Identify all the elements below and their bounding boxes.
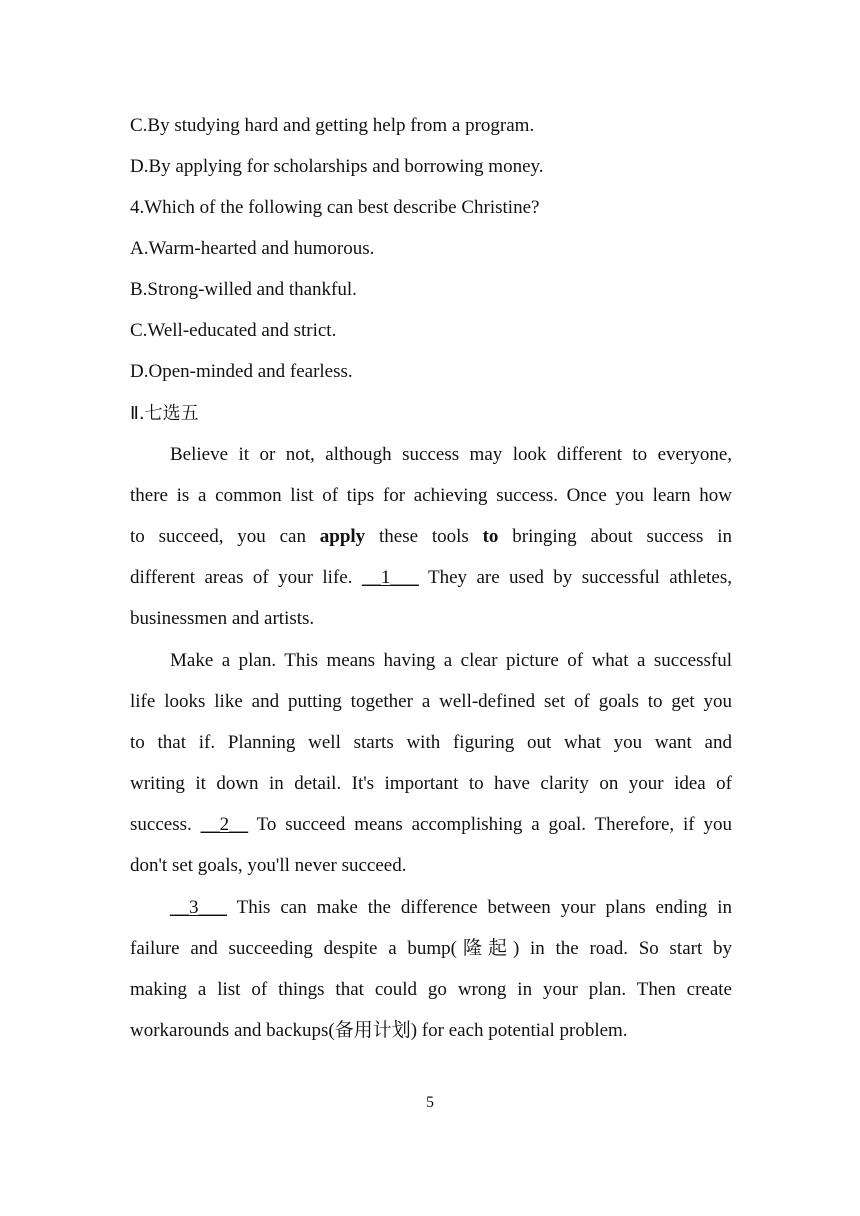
- option-4c: C.Well-educated and strict.: [130, 320, 337, 341]
- option-4a: A.Warm-hearted and humorous.: [130, 238, 375, 259]
- passage-text: these tools: [379, 526, 469, 547]
- passage-line: making a list of things that could go wrong in your plan. Then create: [130, 979, 732, 1000]
- passage-line: businessmen and artists.: [130, 608, 315, 629]
- blank-3: __3___: [170, 897, 227, 918]
- passage-line: [170, 897, 732, 919]
- passage-line: writing it down in detail. It's important to have clarity on your idea of: [130, 773, 732, 794]
- passage-line: don't set goals, you'll never succeed.: [130, 855, 407, 876]
- passage-text: success.: [130, 814, 192, 835]
- bold-word-to: to: [482, 526, 499, 547]
- passage-line: Believe it or not, although success may look different to everyone,: [170, 444, 732, 465]
- passage-text: To succeed means accomplishing a goal. Therefore, if you: [256, 814, 732, 835]
- option-3c: C.By studying hard and getting help from a program.: [130, 115, 535, 136]
- passage-line: life looks like and putting together a well-defined set of goals to get you: [130, 691, 732, 712]
- passage-text: bringing about success in: [512, 526, 733, 547]
- page-number: 5: [426, 1094, 434, 1111]
- question-4-stem: 4.Which of the following can best describe Christine?: [130, 197, 540, 218]
- section-heading: Ⅱ.七选五: [130, 403, 199, 424]
- passage-line: [130, 814, 732, 836]
- passage-line: Make a plan. This means having a clear picture of what a successful: [170, 650, 732, 671]
- passage-line: [130, 567, 732, 589]
- passage-text: They are used by successful athletes,: [427, 567, 732, 588]
- passage-line: to that if. Planning well starts with figuring out what you want and: [130, 732, 732, 753]
- passage-text: This can make the difference between your plans ending in: [236, 897, 732, 918]
- passage-line: failure and succeeding despite a bump(隆起) in the road. So start by: [130, 938, 732, 959]
- blank-1: __1___: [361, 567, 419, 588]
- blank-2: __2__: [200, 814, 249, 835]
- passage-text: different areas of your life.: [130, 567, 353, 588]
- bold-word-apply: apply: [319, 526, 366, 547]
- passage-text: to succeed, you can: [130, 526, 306, 547]
- option-4b: B.Strong-willed and thankful.: [130, 279, 357, 300]
- passage-line: workarounds and backups(备用计划) for each potential problem.: [130, 1020, 628, 1041]
- passage-line: [130, 526, 732, 548]
- option-4d: D.Open-minded and fearless.: [130, 361, 353, 382]
- passage-line: there is a common list of tips for achieving success. Once you learn how: [130, 485, 732, 506]
- option-3d: D.By applying for scholarships and borrowing money.: [130, 156, 544, 177]
